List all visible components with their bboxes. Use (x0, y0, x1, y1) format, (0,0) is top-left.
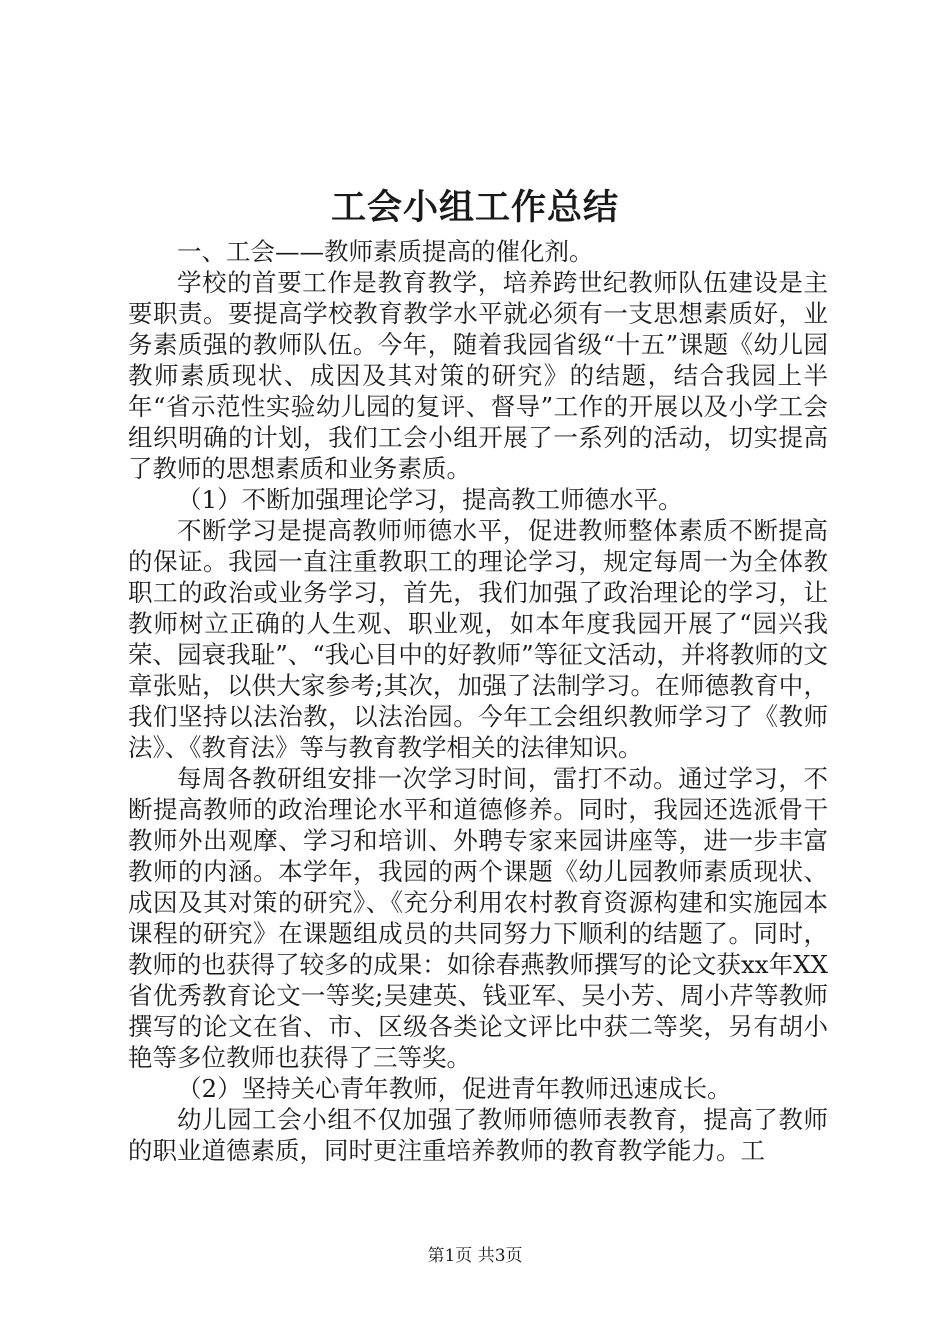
page-number-footer: 第1页 共3页 (427, 1246, 523, 1266)
section-heading: 一、工会——教师素质提高的催化剂。 (177, 237, 594, 266)
document-body (128, 236, 828, 1166)
subsection-heading: （1）不断加强理论学习，提高教工师德水平。 (177, 485, 683, 514)
body-paragraph: 每周各教研组安排一次学习时间，雷打不动。通过学习，不断提高教师的政治理论水平和道德修养。同时，我园还选派骨干教师外出观摩、学习和培训、外聘专家来园讲座等，进一步丰富教师的内涵。本学年，我园的两个课题《幼儿园教师素质现状、成因及其对策的研究》、《充分利用农村教育资源构建和实施园本课程的研究》在课题组成员的共同努力下顺利的结题了。同时，教师的也获得了较多的成果：如徐春燕教师撰写的论文获xx年XX省优秀教育论文一等奖;吴建英、钱亚军、吴小芳、周小芹等教师撰写的论文在省、市、区级各类论文评比中获二等奖，另有胡小艳等多位教师也获得了三等奖。 (128, 764, 828, 1072)
body-paragraph: 学校的首要工作是教育教学，培养跨世纪教师队伍建设是主要职责。要提高学校教育教学水平就必须有一支思想素质好，业务素质强的教师队伍。今年，随着我园省级“十五”课题《幼儿园教师素质现状、成因及其对策的研究》的结题，结合我园上半年“省示范性实验幼儿园的复评、督导”工作的开展以及小学工会组织明确的计划，我们工会小组开展了一系列的活动，切实提高了教师的思想素质和业务素质。 (128, 268, 828, 483)
subsection-heading: （2）坚持关心青年教师，促进青年教师迅速成长。 (177, 1074, 732, 1103)
body-paragraph: 不断学习是提高教师师德水平，促进教师整体素质不断提高的保证。我园一直注重教职工的理论学习，规定每周一为全体教职工的政治或业务学习，首先，我们加强了政治理论的学习，让教师树立正确的人生观、职业观，如本年度我园开展了“园兴我荣、园衰我耻”、“我心目中的好教师”等征文活动，并将教师的文章张贴，以供大家参考;其次，加强了法制学习。在师德教育中，我们坚持以法治教，以法治园。今年工会组织教师学习了《教师法》、《教育法》等与教育教学相关的法律知识。 (128, 516, 828, 762)
body-paragraph: 幼儿园工会小组不仅加强了教师师德师表教育，提高了教师的职业道德素质，同时更注重培养教师的教育教学能力。工 (128, 1105, 828, 1165)
document-title: 工会小组工作总结 (330, 187, 619, 228)
